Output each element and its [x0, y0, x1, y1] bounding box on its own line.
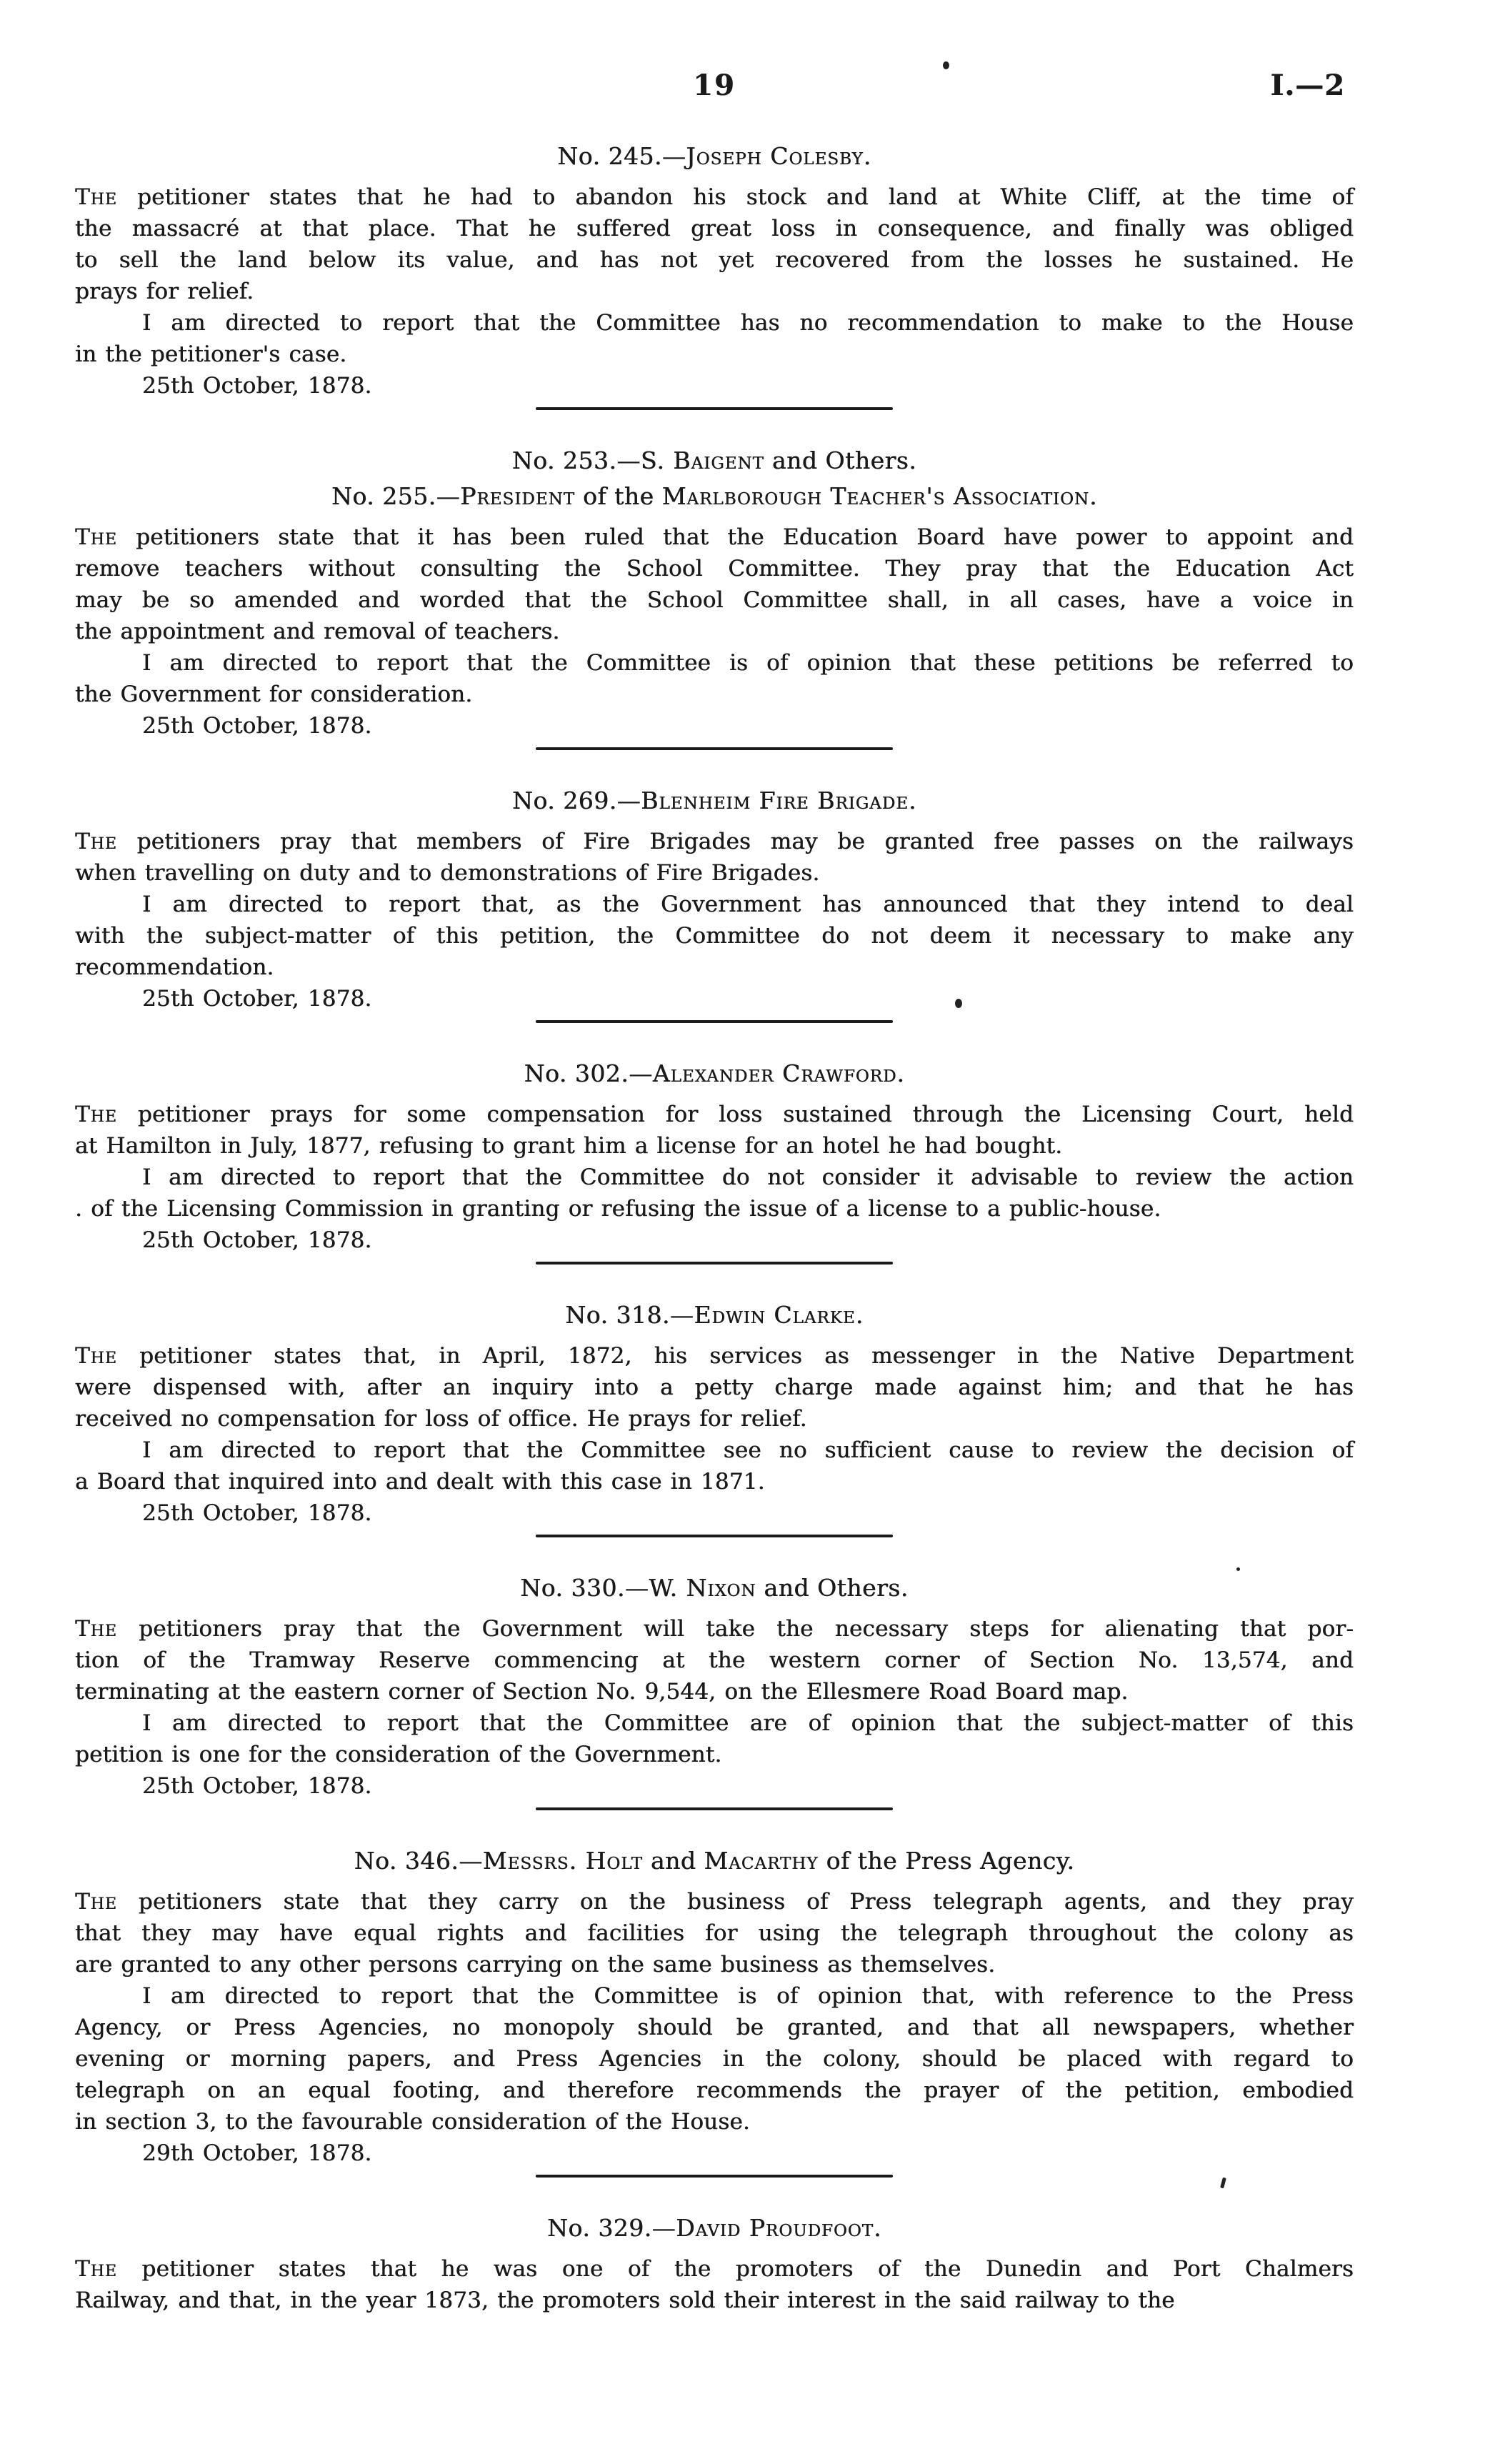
text-line: may be so amended and worded that the School Committee shall, in all cases, have a voice in	[75, 587, 1354, 613]
text-line: evening or morning papers, and Press Agencies in the colony, should be placed with regard to	[75, 2046, 1354, 2072]
heading-text: No. 329.—	[547, 2214, 676, 2242]
heading-text: No. 245.—	[557, 142, 686, 170]
heading-text: .	[908, 787, 916, 814]
heading-text: No. 302.—	[524, 1059, 653, 1087]
opening-paragraph	[75, 1099, 1354, 1162]
section-separator	[536, 1020, 893, 1023]
text-line: I am directed to report that, as the Government has announced that they intend to deal	[142, 892, 1354, 917]
text-line: are granted to any other persons carrying on the same business as themselves.	[75, 1952, 996, 1977]
heading-text: .	[896, 1059, 905, 1087]
report-paragraph	[75, 647, 1354, 710]
opening-paragraph	[75, 826, 1354, 889]
heading-text: .	[1089, 482, 1097, 510]
text-line: to sell the land below its value, and has not yet recovered from the losses he sustained. He	[75, 247, 1354, 273]
report-paragraph	[75, 1980, 1354, 2138]
petitioner-name: Macarthy	[704, 1847, 819, 1875]
petitioner-name: Joseph Colesby	[686, 142, 864, 170]
report-date: 25th October, 1878.	[142, 1773, 372, 1799]
text-line: I am directed to report that the Committee do not consider it advisable to review the action	[142, 1164, 1354, 1190]
heading-text: No. 253.—	[511, 447, 641, 474]
text-line: I am directed to report that the Committee is of opinion that these petitions be referred to	[142, 650, 1354, 676]
petitioner-name: W. Nixon	[649, 1574, 756, 1602]
text-line: in the petitioner's case.	[75, 341, 347, 367]
report-paragraph	[75, 1162, 1354, 1224]
heading-text: and	[642, 1847, 704, 1875]
section-separator	[536, 1807, 893, 1810]
petitioner-name: President	[460, 482, 575, 510]
text-line: The petitioner prays for some compensation for loss sustained through the Licensing Court, held	[75, 1102, 1354, 1127]
heading-text: No. 330.—	[520, 1574, 649, 1602]
heading-text: No. 255.—	[331, 482, 461, 510]
opening-paragraph	[75, 1340, 1354, 1435]
petition-section-269	[75, 784, 1354, 1023]
text-line: received no compensation for loss of office. He prays for relief.	[75, 1406, 807, 1432]
text-line: Agency, or Press Agencies, no monopoly should be granted, and that all newspapers, whether	[75, 2015, 1354, 2040]
opening-paragraph	[75, 2253, 1354, 2316]
petition-section-318	[75, 1299, 1354, 1537]
text-line: I am directed to report that the Committee are of opinion that the subject-matter of this	[142, 1710, 1354, 1736]
page-number: 19	[693, 69, 736, 102]
petition-section-346	[75, 1845, 1354, 2178]
lead-word: The	[75, 2256, 117, 2282]
text-line: terminating at the eastern corner of Section No. 9,544, on the Ellesmere Road Board map.	[75, 1679, 1129, 1705]
text-line: remove teachers without consulting the School Committee. They pray that the Education Act	[75, 556, 1354, 582]
text-line: prays for relief.	[75, 279, 254, 304]
opening-paragraph	[75, 1613, 1354, 1707]
text-line: The petitioners pray that the Government will take the necessary steps for alienating that por-	[75, 1616, 1354, 1642]
petitions-report	[75, 140, 1354, 2316]
heading-text: .	[855, 1301, 864, 1329]
lead-word: The	[75, 1889, 117, 1915]
text-line: I am directed to report that the Committee see no sufficient cause to review the decision of	[142, 1437, 1354, 1463]
text-line: the appointment and removal of teachers.	[75, 619, 560, 644]
text-line: The petitioner states that, in April, 1872, his services as messenger in the Native Department	[75, 1343, 1354, 1369]
section-separator	[536, 1535, 893, 1537]
report-date: 25th October, 1878.	[142, 373, 372, 399]
ink-dot	[943, 61, 949, 69]
petitioner-name: Messrs. Holt	[482, 1847, 643, 1875]
petitioner-name: Alexander Crawford	[652, 1059, 897, 1087]
lead-word: The	[75, 1616, 117, 1642]
text-line: The petitioner states that he was one of the promoters of the Dunedin and Port Chalmers	[75, 2256, 1354, 2282]
text-line: The petitioner states that he had to abandon his stock and land at White Cliff, at the time of	[75, 184, 1354, 210]
heading-text: of the Press Agency.	[818, 1847, 1075, 1875]
text-line: the Government for consideration.	[75, 682, 473, 707]
text-line: I am directed to report that the Committee has no recommendation to make to the House	[142, 310, 1354, 336]
heading-text: No. 346.—	[354, 1847, 483, 1875]
report-paragraph	[75, 307, 1354, 370]
section-separator	[536, 2175, 893, 2178]
text-line: a Board that inquired into and dealt with this case in 1871.	[75, 1469, 765, 1495]
lead-word: The	[75, 1102, 117, 1127]
heading-text: No. 269.—	[512, 787, 641, 814]
section-heading	[75, 444, 1354, 477]
text-line: I am directed to report that the Committee is of opinion that, with reference to the Press	[142, 1983, 1354, 2009]
text-line: The petitioners state that they carry on the business of Press telegraph agents, and they pray	[75, 1889, 1354, 1915]
heading-text: of the	[574, 482, 662, 510]
text-line: telegraph on an equal footing, and therefore recommends the prayer of the petition, embodied	[75, 2078, 1354, 2103]
text-line: Railway, and that, in the year 1873, the promoters sold their interest in the said railway to the	[75, 2288, 1175, 2313]
report-date: 25th October, 1878.	[142, 1227, 372, 1253]
heading-text: .	[863, 142, 871, 170]
petitioner-name: S. Baigent	[640, 447, 764, 474]
report-date: 25th October, 1878.	[142, 986, 372, 1012]
section-heading	[75, 480, 1354, 513]
text-line: that they may have equal rights and facilities for using the telegraph throughout the colony as	[75, 1920, 1354, 1946]
page-header	[75, 0, 1354, 106]
report-paragraph	[75, 1435, 1354, 1497]
text-line: at Hamilton in July, 1877, refusing to grant him a license for an hotel he had bought.	[75, 1133, 1063, 1159]
text-line: in section 3, to the favourable consideration of the House.	[75, 2109, 750, 2135]
text-line: were dispensed with, after an inquiry into a petty charge made against him; and that he has	[75, 1375, 1354, 1400]
section-heading	[75, 1057, 1354, 1090]
section-heading	[75, 1299, 1354, 1332]
petition-section-253-255	[75, 444, 1354, 750]
opening-paragraph	[75, 1886, 1354, 1980]
text-line: when travelling on duty and to demonstrations of Fire Brigades.	[75, 860, 820, 886]
petition-section-302	[75, 1057, 1354, 1265]
section-heading	[75, 140, 1354, 173]
issue-number: I.—2	[1270, 69, 1345, 102]
report-paragraph	[75, 889, 1354, 983]
petitioner-name: Marlborough Teacher's Association	[661, 482, 1089, 510]
text-line: recommendation.	[75, 954, 274, 980]
petitioner-name: David Proudfoot	[676, 2214, 874, 2242]
opening-paragraph	[75, 181, 1354, 307]
section-heading	[75, 2212, 1354, 2245]
section-heading	[75, 784, 1354, 817]
heading-text: and Others.	[764, 447, 917, 474]
document-page	[75, 0, 1354, 2316]
heading-text: .	[873, 2214, 881, 2242]
heading-text: and Others.	[756, 1574, 909, 1602]
petition-section-330	[75, 1572, 1354, 1810]
report-date: 25th October, 1878.	[142, 1500, 372, 1526]
text-line: with the subject-matter of this petition, the Committee do not deem it necessary to make any	[75, 923, 1354, 949]
report-date: 29th October, 1878.	[142, 2140, 372, 2166]
ink-dot	[955, 999, 962, 1008]
section-separator	[536, 407, 893, 410]
text-line: petition is one for the consideration of the Government.	[75, 1742, 722, 1767]
lead-word: The	[75, 1343, 117, 1369]
opening-paragraph	[75, 522, 1354, 647]
heading-text: No. 318.—	[565, 1301, 694, 1329]
section-heading	[75, 1572, 1354, 1605]
text-line: The petitioners pray that members of Fire Brigades may be granted free passes on the railways	[75, 829, 1354, 854]
petitioner-name: Edwin Clarke	[694, 1301, 856, 1329]
petitioner-name: Blenheim Fire Brigade	[641, 787, 909, 814]
petition-section-245	[75, 140, 1354, 410]
text-line: tion of the Tramway Reserve commencing at the western corner of Section No. 13,574, and	[75, 1647, 1354, 1673]
section-heading	[75, 1845, 1354, 1877]
report-date: 25th October, 1878.	[142, 713, 372, 739]
section-separator	[536, 1262, 893, 1265]
text-line: The petitioners state that it has been ruled that the Education Board have power to appoint and	[75, 524, 1354, 550]
ink-dot	[1236, 1567, 1240, 1571]
text-line: the massacré at that place. That he suffered great loss in consequence, and finally was obliged	[75, 216, 1354, 241]
lead-word: The	[75, 524, 117, 550]
lead-word: The	[75, 184, 117, 210]
petition-section-329	[75, 2212, 1354, 2316]
report-paragraph	[75, 1707, 1354, 1770]
text-line: . of the Licensing Commission in granting or refusing the issue of a license to a public-house.	[75, 1196, 1161, 1222]
lead-word: The	[75, 829, 117, 854]
section-separator	[536, 747, 893, 750]
